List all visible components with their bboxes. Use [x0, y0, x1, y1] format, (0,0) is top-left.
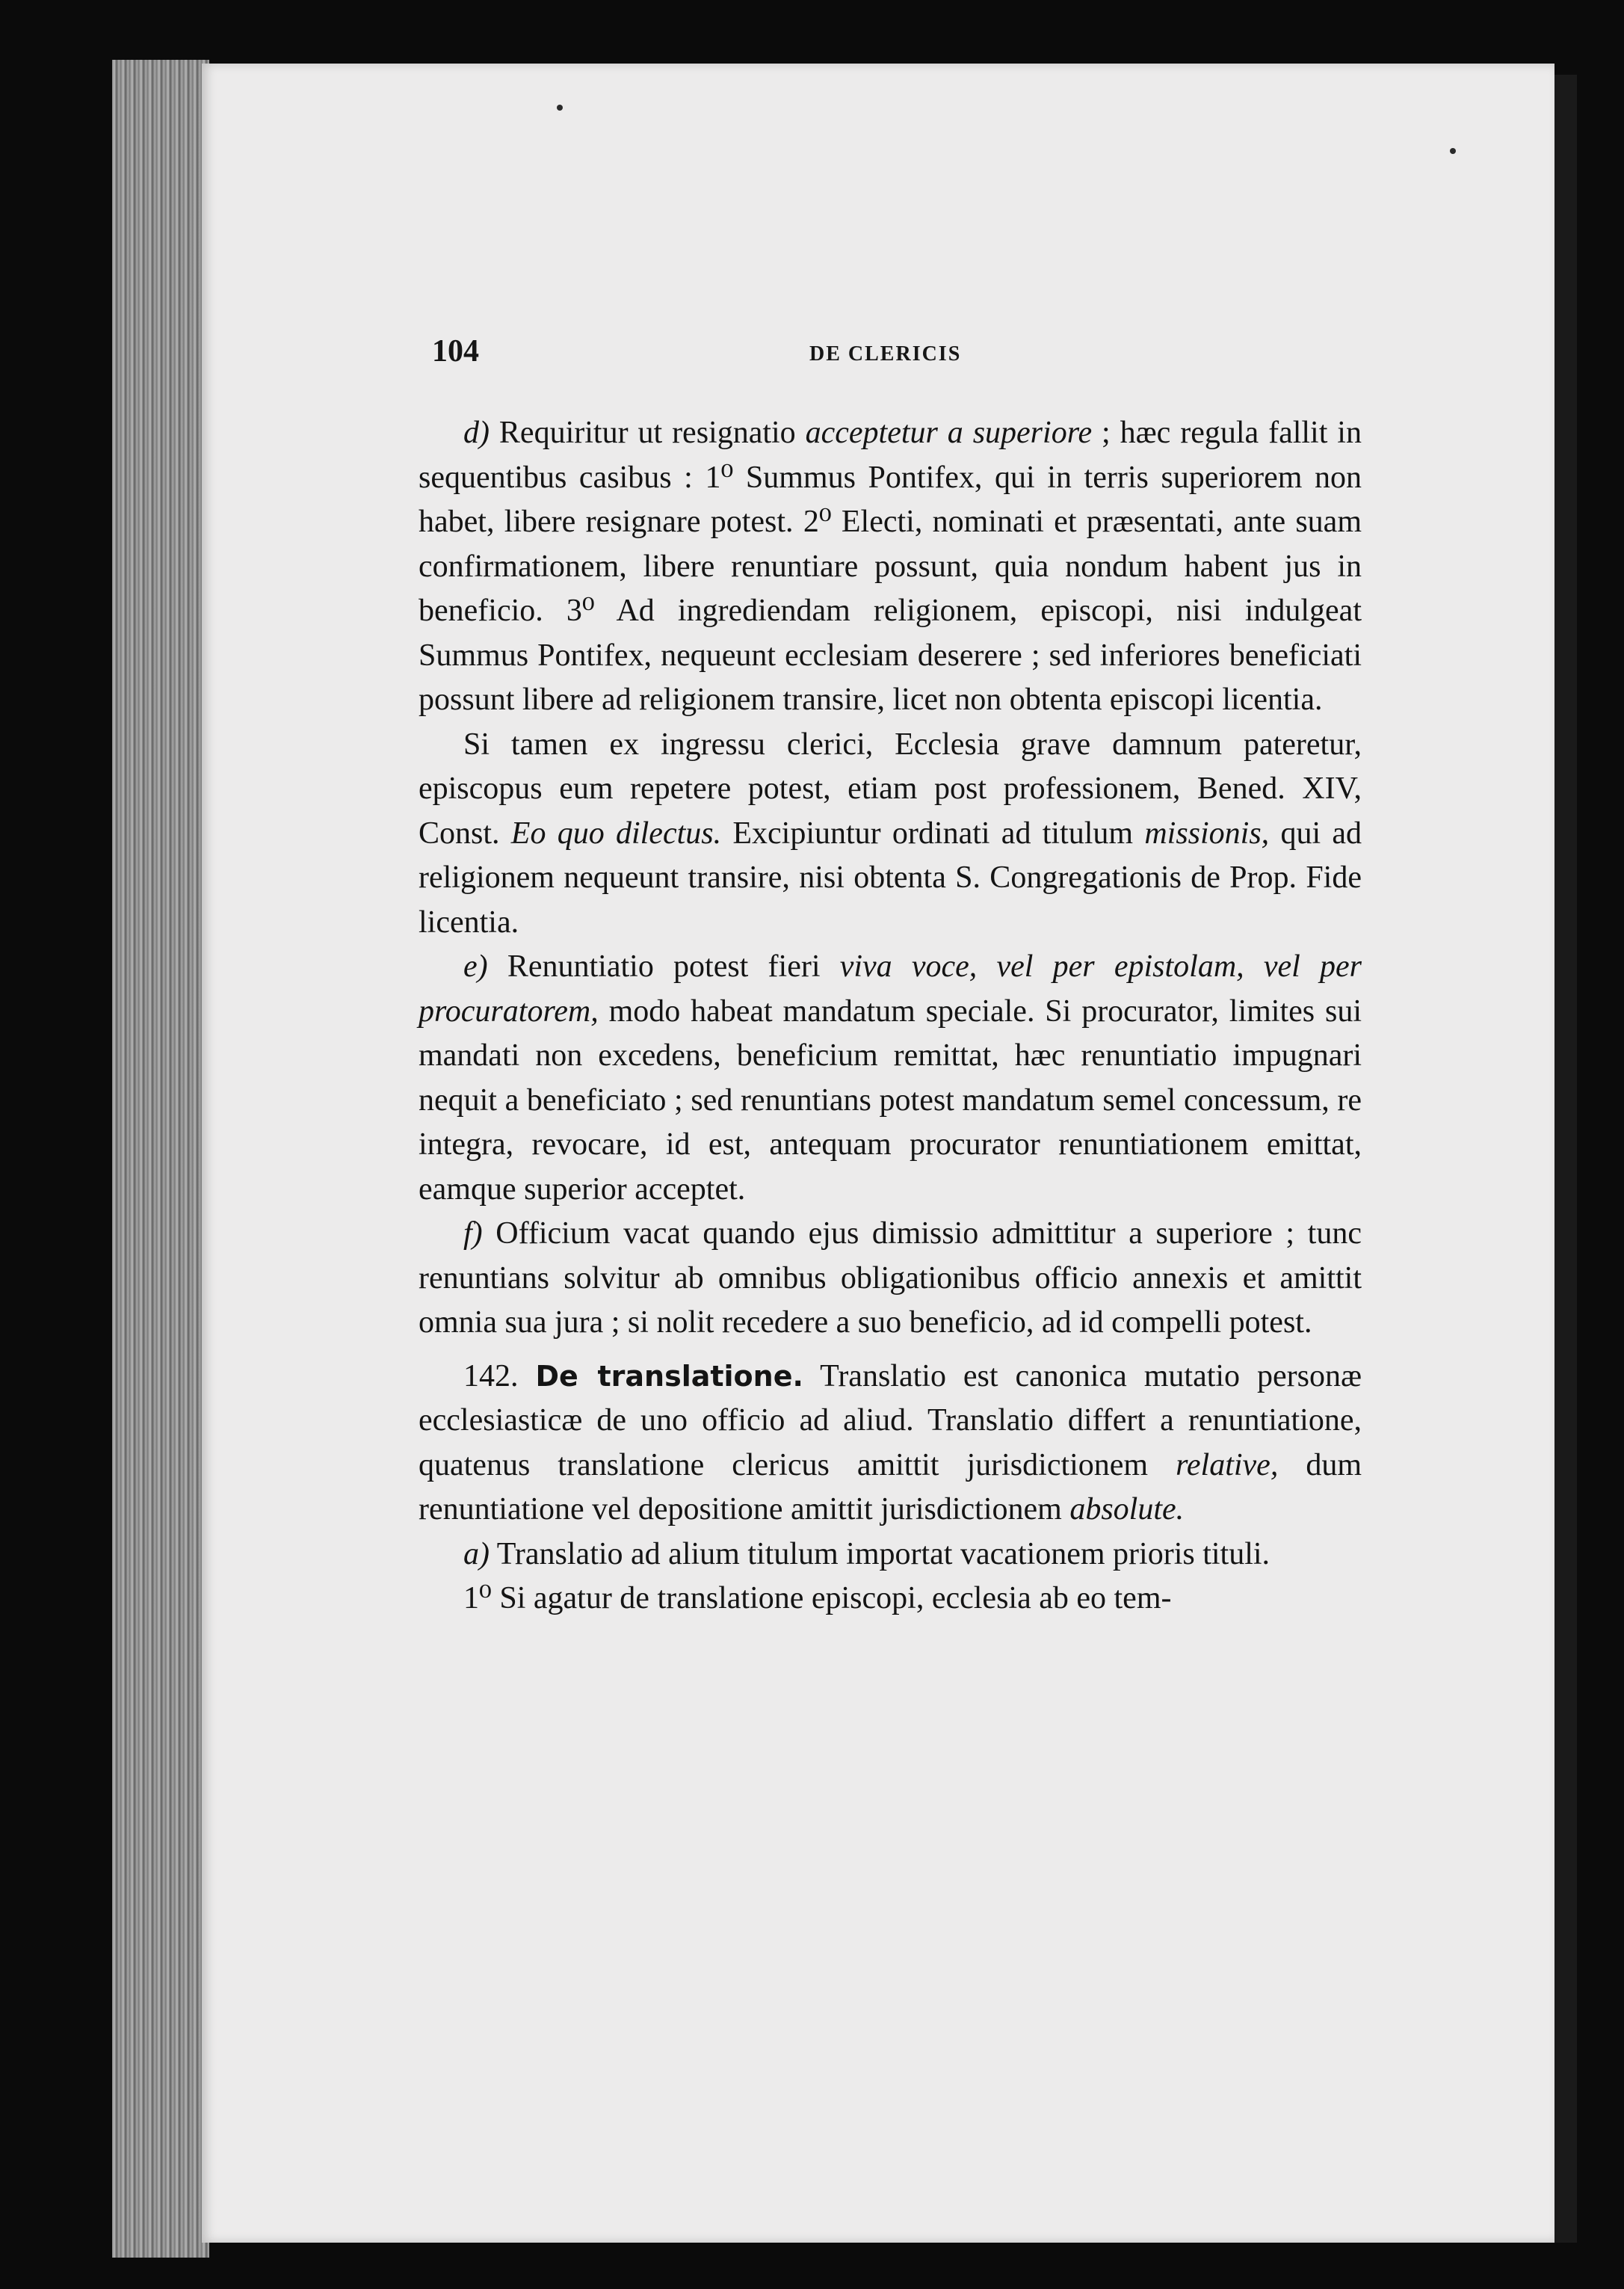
text-segment: Requiritur ut resignatio [490, 416, 806, 450]
text-segment: acceptetur a superiore [805, 416, 1093, 450]
dust-speck [557, 105, 563, 111]
text-segment: Eo quo dilectus. [510, 816, 722, 851]
book-spine-shadow [112, 60, 209, 2258]
text-segment: Excipiuntur ordinati ad titulum [721, 816, 1145, 851]
paragraph-p-f [419, 1212, 1362, 1346]
text-segment: 1⁰ Si agatur de translatione episcopi, ecclesia ab eo tem- [463, 1581, 1172, 1615]
facing-page-edge [1554, 75, 1577, 2243]
body-text [419, 411, 1362, 1621]
text-segment: dum renuntiatione vel depositione amittit jurisdictionem [419, 1447, 1362, 1526]
text-segment: absolute. [1069, 1492, 1185, 1526]
paragraph-label: f) [463, 1216, 483, 1251]
paragraph-label: e) [463, 949, 488, 984]
paragraph-label: a) [463, 1536, 490, 1571]
text-segment: modo habeat mandatum speciale. Si procurator, limites sui mandati non excedens, beneficium remittat, hæc renuntiatio impugnari nequit a beneficiato ; sed renuntians potest mandatum semel concessum, re integra, revocare, id est, antequam procurator renuntiationem emittat, eamque superior acceptet. [419, 993, 1362, 1207]
text-segment: 142. [463, 1358, 536, 1393]
paragraph-label: d) [463, 416, 490, 450]
paragraph-p-d [419, 411, 1362, 723]
paragraph-p-si [419, 723, 1362, 946]
text-segment: ; hæc regula fallit in sequentibus casibus : 1⁰ Summus Pontifex, qui in terris superiorem non habet, libere resignare potest. 2⁰ Electi, nominati et præsentati, ante suam confirmationem, libere renuntiare possunt, quia nondum habent jus in beneficio. 3⁰ Ad ingrediendam religionem, episcopi, nisi indulgeat Summus Pontifex, nequeunt ecclesiam deserere ; sed inferiores beneficiati possunt libere ad religionem transire, licet non obtenta episcopi licentia. [419, 416, 1362, 717]
text-segment: Officium vacat quando ejus dimissio admittitur a superiore ; tunc renuntians solvitur ab omnibus obligationibus officio annexis et amittit omnia sua jura ; si nolit recedere a suo beneficio, ad id compelli potest. [419, 1216, 1362, 1340]
running-header [432, 333, 1359, 378]
paragraph-p-e [419, 945, 1362, 1212]
paragraph-p-1 [419, 1577, 1362, 1621]
text-segment: Translatio ad alium titulum importat vacationem prioris tituli. [490, 1536, 1271, 1571]
paragraph-p-a [419, 1532, 1362, 1577]
text-segment: qui ad religionem nequeunt transire, nisi obtenta S. Congregationis de Prop. Fide licentia. [419, 816, 1362, 940]
text-segment: Si tamen ex ingressu clerici, Ecclesia grave damnum pateretur, episcopus eum repetere potest, etiam post professionem, Bened. XIV, Const. [419, 727, 1362, 851]
section-heading: De translatione. [535, 1359, 803, 1393]
dust-speck [1450, 148, 1456, 154]
paragraph-p-142 [419, 1355, 1362, 1532]
page-number: 104 [432, 334, 479, 369]
text-segment: Renuntiatio potest fieri [487, 949, 840, 984]
text-segment: viva voce, vel per epistolam, vel per procuratorem, [419, 949, 1362, 1029]
text-segment: relative, [1176, 1447, 1279, 1482]
text-segment: missionis, [1144, 816, 1270, 851]
running-title: DE CLERICIS [809, 342, 962, 366]
text-segment: Translatio est canonica mutatio personæ ecclesiasticæ de uno officio ad aliud. Translatio differt a renuntiatione, quatenus translatione clericus amittit jurisdictionem [419, 1358, 1362, 1482]
